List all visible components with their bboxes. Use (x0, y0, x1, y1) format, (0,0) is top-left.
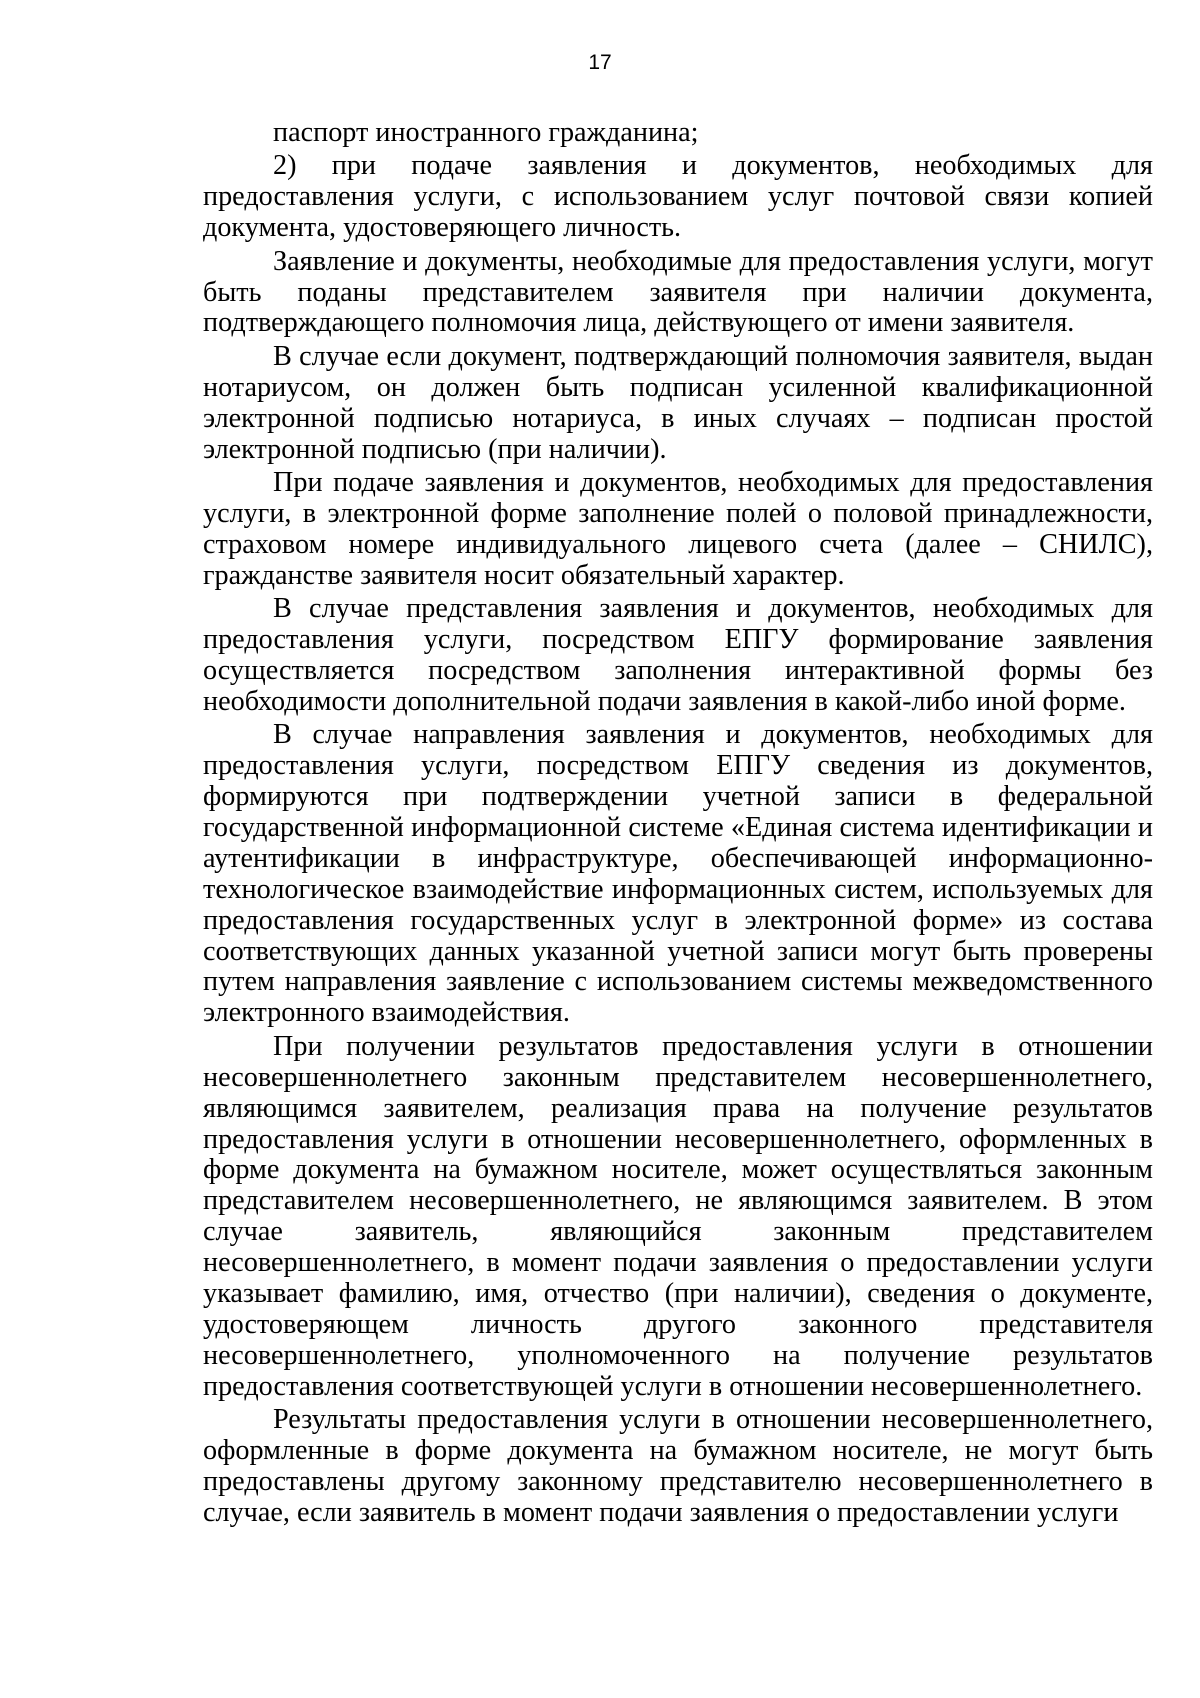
paragraph-epgu-form: В случае представления заявления и документов, необходимых для предоставления услуги, посредством ЕПГУ формирование заявления осуществляется посредством заполнения интерактивной формы без необходимости дополнительной подачи заявления в какой-либо иной форме. (203, 593, 1153, 717)
paragraph-representative: Заявление и документы, необходимые для предоставления услуги, могут быть поданы представителем заявителя при наличии документа, подтверждающего полномочия лица, действующего от имени заявителя. (203, 245, 1153, 339)
paragraph-minor-results-restriction: Результаты предоставления услуги в отношении несовершеннолетнего, оформленные в форме документа на бумажном носителе, не могут быть предоставлены другому законному представителю несовершеннолетнего в случае, если заявитель в момент подачи заявления о предоставлении услуги (203, 1404, 1153, 1528)
paragraph-minor-results: При получении результатов предоставления услуги в отношении несовершеннолетнего законным представителем несовершеннолетнего, являющимся заявителем, реализация права на получение результатов предоставления услуги в отношении несовершеннолетнего, оформленных в форме документа на бумажном носителе, может осуществляться законным представителем несовершеннолетнего, не являющимся заявителем. В этом случае заявитель, являющийся законным представителем несовершеннолетнего, в момент подачи заявления о предоставлении услуги указывает фамилию, имя, отчество (при наличии), сведения о документе, удостоверяющем личность другого законного представителя несовершеннолетнего, уполномоченного на получение результатов предоставления соответствующей услуги в отношении несовершеннолетнего. (203, 1030, 1153, 1402)
paragraph-esia-verification: В случае направления заявления и документов, необходимых для предоставления услуги, посредством ЕПГУ сведения из документов, формируются при подтверждении учетной записи в федеральной государственной информационной системе «Единая система идентификации и аутентификации в инфраструктуре, обеспечивающей информационно-технологическое взаимодействие информационных систем, используемых для предоставления государственных услуг в электронной форме» из состава соответствующих данных указанной учетной записи могут быть проверены путем направления заявление с использованием системы межведомственного электронного взаимодействия. (203, 719, 1153, 1029)
paragraph-postal-submission: 2) при подаче заявления и документов, необходимых для предоставления услуги, с использованием услуг почтовой связи копией документа, удостоверяющего личность. (203, 150, 1153, 244)
paragraph-passport: паспорт иностранного гражданина; (273, 117, 699, 148)
document-body (203, 118, 1153, 1529)
page-number: 17 (588, 51, 612, 74)
paragraph-notary-signature: В случае если документ, подтверждающий полномочия заявителя, выдан нотариусом, он должен быть подписан усиленной квалификационной электронной подписью нотариуса, в иных случаях – подписан простой электронной подписью (при наличии). (203, 340, 1153, 465)
paragraph-electronic-fields: При подаче заявления и документов, необходимых для предоставления услуги, в электронной форме заполнение полей о половой принадлежности, страховом номере индивидуального лицевого счета (далее – СНИЛС), гражданстве заявителя носит обязательный характер. (203, 466, 1153, 591)
